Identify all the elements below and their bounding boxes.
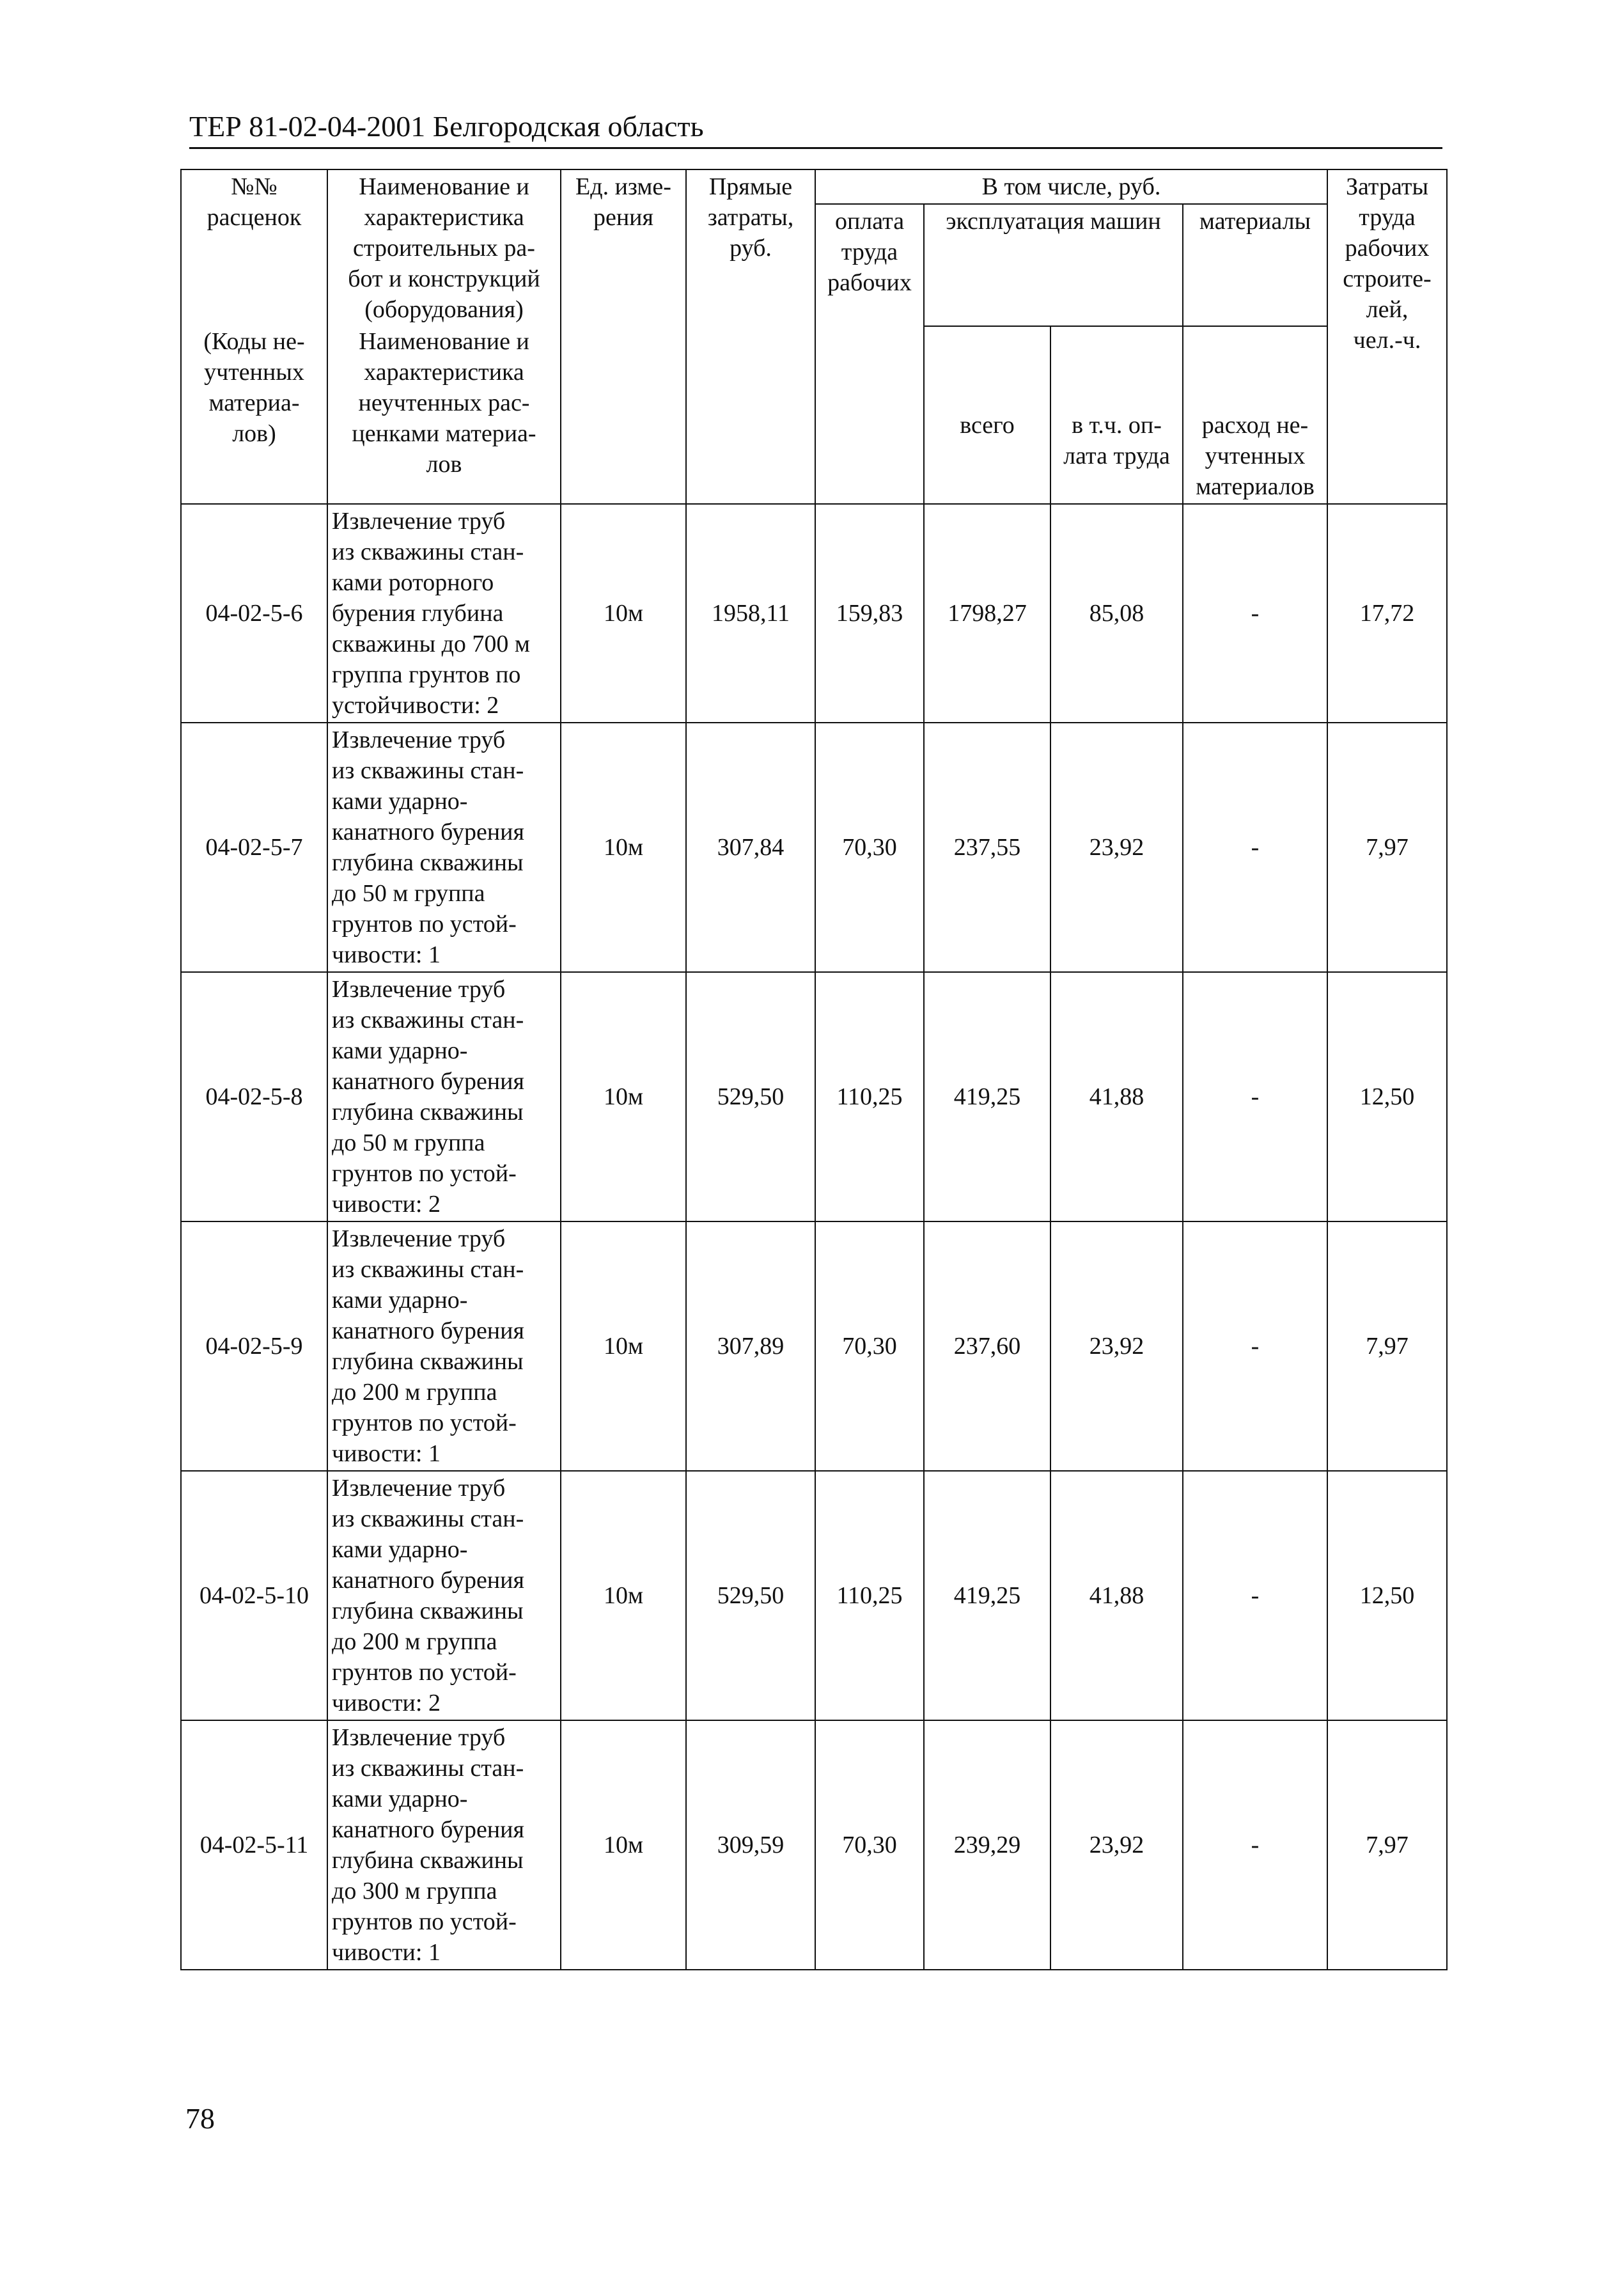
row-code: 04-02-5-9 bbox=[181, 1221, 327, 1471]
row-name: Извлечение труб из скважины стан- ками ударно- канатного бурения глубина скважины до 200 м группа грунтов по устой- чивости: 2 bbox=[327, 1471, 561, 1720]
table-row bbox=[181, 1221, 1447, 1471]
row-labor: 12,50 bbox=[1327, 1471, 1447, 1720]
row-wage: 110,25 bbox=[815, 972, 924, 1221]
table-row bbox=[181, 1471, 1447, 1720]
row-name: Извлечение труб из скважины стан- ками ударно- канатного бурения глубина скважины до 200 м группа грунтов по устой- чивости: 1 bbox=[327, 1221, 561, 1471]
row-unit: 10м bbox=[561, 1221, 686, 1471]
row-unit: 10м bbox=[561, 972, 686, 1221]
row-unacc: - bbox=[1183, 1221, 1327, 1471]
row-total: 419,25 bbox=[924, 972, 1050, 1221]
row-code: 04-02-5-11 bbox=[181, 1720, 327, 1970]
row-labor: 7,97 bbox=[1327, 723, 1447, 972]
row-labor: 12,50 bbox=[1327, 972, 1447, 1221]
row-code: 04-02-5-6 bbox=[181, 504, 327, 723]
row-machwage: 41,88 bbox=[1050, 972, 1183, 1221]
row-name: Извлечение труб из скважины стан- ками ударно- канатного бурения глубина скважины до 50 м группа грунтов по устой- чивости: 2 bbox=[327, 972, 561, 1221]
row-direct: 529,50 bbox=[686, 972, 815, 1221]
page-number: 78 bbox=[185, 2102, 215, 2135]
row-labor: 17,72 bbox=[1327, 504, 1447, 723]
row-labor: 7,97 bbox=[1327, 1221, 1447, 1471]
row-unit: 10м bbox=[561, 504, 686, 723]
row-unacc: - bbox=[1183, 1471, 1327, 1720]
row-unit: 10м bbox=[561, 1471, 686, 1720]
document-title: ТЕР 81-02-04-2001 Белгородская область bbox=[189, 110, 704, 143]
table-row bbox=[181, 1720, 1447, 1970]
row-name: Извлечение труб из скважины стан- ками роторного бурения глубина скважины до 700 м группа грунтов по устойчивости: 2 bbox=[327, 504, 561, 723]
document-header bbox=[189, 107, 1442, 149]
row-code: 04-02-5-8 bbox=[181, 972, 327, 1221]
row-direct: 1958,11 bbox=[686, 504, 815, 723]
row-direct: 307,89 bbox=[686, 1221, 815, 1471]
row-wage: 70,30 bbox=[815, 1720, 924, 1970]
row-machwage: 23,92 bbox=[1050, 723, 1183, 972]
col-direct-header: Прямые затраты, руб. bbox=[686, 169, 815, 504]
col-code-header: №№ расценок bbox=[181, 169, 327, 326]
row-machwage: 41,88 bbox=[1050, 1471, 1183, 1720]
col-incl-header: В том числе, руб. bbox=[815, 169, 1327, 204]
header-row-1 bbox=[181, 169, 1447, 204]
row-name: Извлечение труб из скважины стан- ками ударно- канатного бурения глубина скважины до 50 м группа грунтов по устой- чивости: 1 bbox=[327, 723, 561, 972]
row-wage: 110,25 bbox=[815, 1471, 924, 1720]
col-code2-header: (Коды не- учтенных материа- лов) bbox=[181, 326, 327, 504]
row-wage: 70,30 bbox=[815, 723, 924, 972]
row-unacc: - bbox=[1183, 504, 1327, 723]
col-name-header: Наименование и характеристика строительных ра- бот и конструкций (оборудования) bbox=[327, 169, 561, 326]
row-direct: 529,50 bbox=[686, 1471, 815, 1720]
row-wage: 70,30 bbox=[815, 1221, 924, 1471]
row-code: 04-02-5-10 bbox=[181, 1471, 327, 1720]
row-labor: 7,97 bbox=[1327, 1720, 1447, 1970]
col-unacc-header: расход не- учтенных материалов bbox=[1183, 409, 1327, 504]
row-direct: 307,84 bbox=[686, 723, 815, 972]
col-machwage-spacer bbox=[1050, 326, 1183, 409]
col-total-spacer bbox=[924, 326, 1050, 409]
row-code: 04-02-5-7 bbox=[181, 723, 327, 972]
col-labor-header: Затраты труда рабочих строите- лей, чел.-ч. bbox=[1327, 169, 1447, 504]
col-unacc-spacer bbox=[1183, 326, 1327, 409]
row-name: Извлечение труб из скважины стан- ками ударно- канатного бурения глубина скважины до 300 м группа грунтов по устой- чивости: 1 bbox=[327, 1720, 561, 1970]
row-machwage: 23,92 bbox=[1050, 1221, 1183, 1471]
row-unit: 10м bbox=[561, 1720, 686, 1970]
row-total: 1798,27 bbox=[924, 504, 1050, 723]
table-row bbox=[181, 504, 1447, 723]
col-machwage-header: в т.ч. оп- лата труда bbox=[1050, 409, 1183, 504]
row-direct: 309,59 bbox=[686, 1720, 815, 1970]
row-total: 237,55 bbox=[924, 723, 1050, 972]
col-total-header: всего bbox=[924, 409, 1050, 504]
row-total: 237,60 bbox=[924, 1221, 1050, 1471]
row-wage: 159,83 bbox=[815, 504, 924, 723]
row-unacc: - bbox=[1183, 972, 1327, 1221]
table-row bbox=[181, 723, 1447, 972]
row-unacc: - bbox=[1183, 723, 1327, 972]
row-total: 239,29 bbox=[924, 1720, 1050, 1970]
col-unit-header: Ед. изме- рения bbox=[561, 169, 686, 504]
col-wage-header: оплата труда рабочих bbox=[815, 204, 924, 504]
row-total: 419,25 bbox=[924, 1471, 1050, 1720]
table-body bbox=[181, 169, 1447, 1970]
row-machwage: 23,92 bbox=[1050, 1720, 1183, 1970]
col-materials-header: материалы bbox=[1183, 204, 1327, 326]
col-machines-header: эксплуатация машин bbox=[924, 204, 1183, 326]
row-unacc: - bbox=[1183, 1720, 1327, 1970]
table-row bbox=[181, 972, 1447, 1221]
rates-table bbox=[180, 169, 1448, 1970]
row-unit: 10м bbox=[561, 723, 686, 972]
col-name2-header: Наименование и характеристика неучтенных рас- ценками материа- лов bbox=[327, 326, 561, 504]
row-machwage: 85,08 bbox=[1050, 504, 1183, 723]
